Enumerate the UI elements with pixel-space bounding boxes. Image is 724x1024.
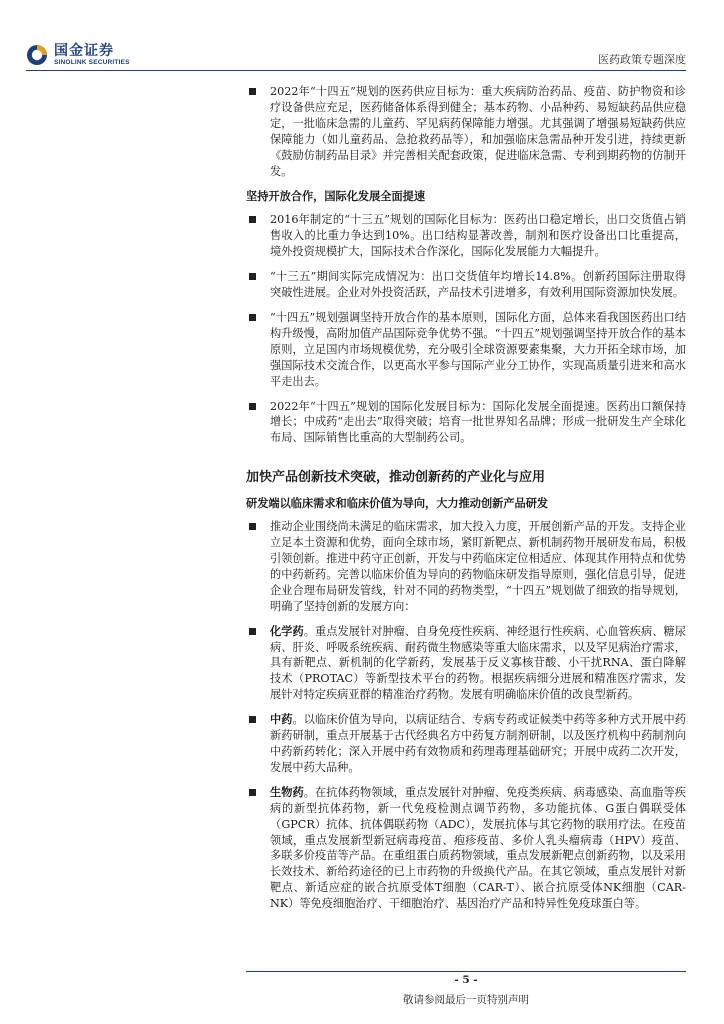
bullet-text: 。以临床价值为导向，以病证结合、专病专药或证候类中药等多种方式开展中药新药研制，重点开展基于古代经典名方中药复方制剂研制，以及医疗机构中药制剂向中药新药转化；深入开展中药有效物质和药理毒理基础研究；开展中成药二次开发，发展中药大品种。 (270, 713, 686, 774)
subheading-rd: 研发端以临床需求和临床价值为导向，大力推动创新产品研发 (246, 497, 549, 511)
bullet-paragraph (246, 310, 686, 390)
bullet-text: 推动企业围绕尚未满足的临床需求，加大投入力度，开展创新产品的开发。支持企业立足本土资源和优势，面向全球市场，紧盯新靶点、新机制药物开展研发布局，积极引领创新。推进中药守正创新，开发与中药临床定位相适应、体现其作用特点和优势的中药新药。完善以临床价值为导向的药物临床研发指导原则，强化信息引导，促进企业合理布局研发管线，针对不同的药物类型，“十四五”规划做了细致的指导规划，明确了坚持创新的发展方向： (270, 520, 686, 613)
bullet-paragraph (246, 84, 686, 179)
bullet-paragraph (246, 712, 686, 776)
square-bullet-icon (249, 216, 256, 223)
bullet-paragraph (246, 269, 686, 301)
square-bullet-icon (249, 88, 256, 95)
internationalization-bullets (246, 212, 686, 446)
bullet-text: “十三五”期间实际完成情况为：出口交货值年均增长14.8%。创新药国际注册取得突破性进展。企业对外投资活跃，产品技术引进增多，有效利用国际资源加快发展。 (270, 270, 686, 300)
footer-divider (246, 971, 686, 972)
bullet-text: 2022年“十四五”规划的国际化发展目标为：国际化发展全面提速。医药出口额保持增长；中成药“走出去”取得突破；培育一批世界知名品牌；形成一批研发生产全球化布局、国际销售比重高的大型制药公司。 (270, 399, 686, 445)
bullet-paragraph (246, 785, 686, 912)
square-bullet-icon (249, 273, 256, 280)
section-title-innovation: 加快产品创新技术突破，推动创新药的产业化与应用 (246, 470, 546, 486)
bullet-paragraph (246, 519, 686, 614)
page-number: - 5 - (454, 974, 478, 986)
brand-logo (26, 44, 130, 67)
square-bullet-icon (249, 314, 256, 321)
bullet-text: 。重点发展针对肿瘤、自身免疫性疾病、神经退行性疾病、心血管疾病、糖尿病、肝炎、呼吸系统疾病、耐药微生物感染等重大临床需求，以及罕见病治疗需求，具有新靶点、新机制的化学新药，发展基于反义寡核苷酸、小干扰RNA、蛋白降解技术（PROTAC）等新型技术平台的药物。根据疾病细分进展和精准医疗需求，发展针对特定疾病亚群的精准治疗药物。发展有明确临床价值的改良型新药。 (270, 624, 686, 702)
bullet-text: “十四五”规划强调坚持开放合作的基本原则，国际化方面，总体来看我国医药出口结构升级慢，高附加值产品国际竞争优势不强。“十四五”规划强调坚持开放合作的基本原则，立足国内市场规模优势，充分吸引全球资源要素集聚，大力开拓全球市场，加强国际技术交流合作，以更高水平参与国际产业分工协作，实现高质量引进来和高水平走出去。 (270, 310, 686, 388)
bullet-text: 2016年制定的“十三五”规划的国际化目标为：医药出口稳定增长，出口交货值占销售收入的比重力争达到10%。出口结构显著改善，制剂和医疗设备出口比重提高，境外投资规模扩大，国际技术合作深化，国际化发展能力大幅提升。 (270, 213, 686, 259)
subheading-internationalization: 坚持开放合作，国际化发展全面提速 (246, 190, 426, 204)
square-bullet-icon (249, 789, 256, 796)
bullet-text: 。在抗体药物领域，重点发展针对肿瘤、免疫类疾病、病毒感染、高血脂等疾病的新型抗体药物，新一代免疫检测点调节药物，多功能抗体、G蛋白偶联受体（GPCR）抗体、抗体偶联药物（ADC），发展抗体与其它药物的联用疗法。在疫苗领域，重点发展新型新冠病毒疫苗、疱疹疫苗、多价人乳头瘤病毒（HPV）疫苗、多联多价疫苗等产品。在重组蛋白质药物领域，重点发展新靶点创新药物，以及采用长效技术、新给药途径的已上市药物的升级换代产品。在其它领域，重点发展针对新靶点、新适应症的嵌合抗原受体T细胞（CAR-T）、嵌合抗原受体NK细胞（CAR-NK）等免疫细胞治疗、干细胞治疗、基因治疗产品和特异性免疫球蛋白等。 (270, 785, 686, 911)
footer-disclaimer: 敬请参阅最后一页特别声明 (403, 994, 529, 1006)
brand-name-cn: 国金证券 (54, 43, 114, 59)
page-header (0, 0, 724, 76)
bullet-paragraph (246, 399, 686, 447)
bullet-paragraph (246, 212, 686, 260)
supply-bullets (246, 84, 686, 179)
sinolink-logo-icon (26, 44, 48, 66)
square-bullet-icon (249, 403, 256, 410)
main-content (246, 84, 686, 921)
square-bullet-icon (249, 628, 256, 635)
bullet-paragraph (246, 624, 686, 704)
report-type-title: 医药政策专题深度 (598, 53, 686, 66)
bullet-lead: 化学药 (270, 623, 304, 638)
bullet-text: 2022年“十四五”规划的医药供应目标为：重大疾病防治药品、疫苗、防护物资和诊疗设备供应充足，医药储备体系得到健全；基本药物、小品种药、易短缺药品供应稳定，一批临床急需的儿童药、罕见病药保障能力增强。尤其强调了增强易短缺药供应保障能力（如儿童药品、急抢救药品等），和加强临床急需品种开发引进，持续更新《鼓励仿制药品目录》并完善相关配套政策，促进临床急需、专利到期药物的仿制开发。 (270, 85, 686, 178)
innovation-bullets (246, 519, 686, 912)
square-bullet-icon (249, 716, 256, 723)
bullet-lead: 中药 (270, 712, 293, 727)
square-bullet-icon (249, 523, 256, 530)
bullet-lead: 生物药 (270, 784, 304, 799)
brand-name-en: SINOLINK SECURITIES (54, 59, 130, 66)
header-divider (26, 70, 686, 71)
